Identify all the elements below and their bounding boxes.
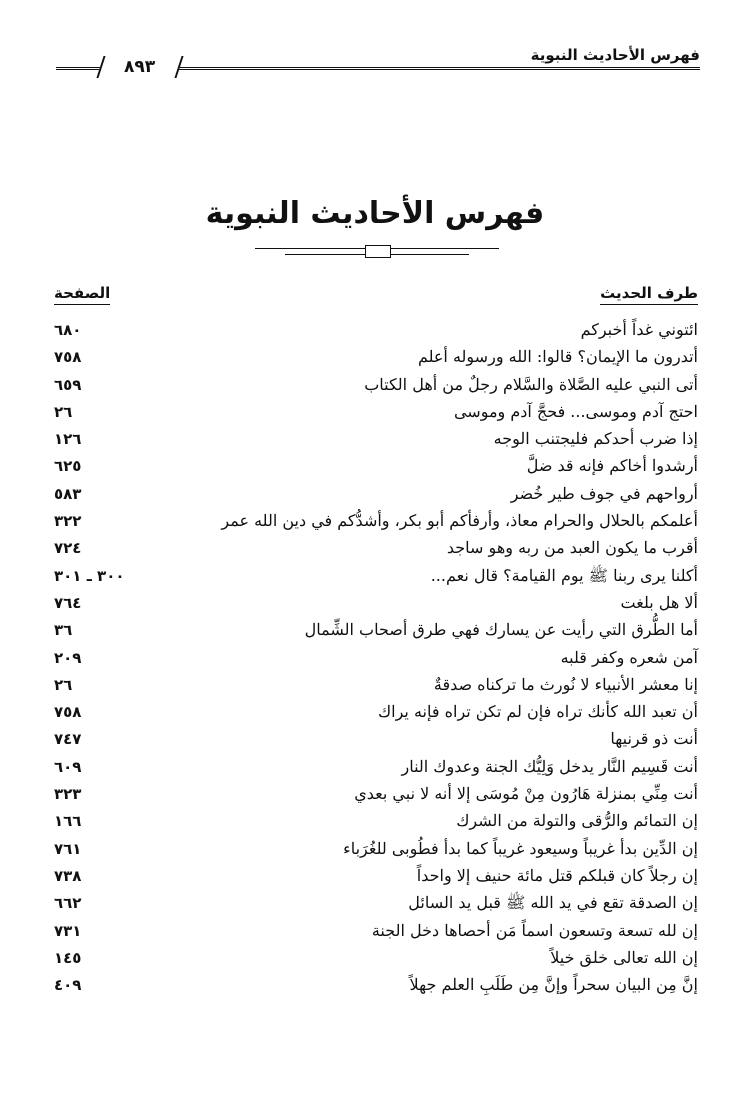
list-item	[0, 891, 750, 918]
list-item	[0, 454, 750, 481]
list-item	[0, 400, 750, 427]
hadith-text: أن تعبد الله كأنك تراه فإن لم تكن تراه فإنه يراك	[377, 702, 698, 722]
hadith-text: ألا هل بلغت	[620, 592, 698, 612]
hadith-text: أعلمكم بالحلال والحرام معاذ، وأرفأكم أبو بكر، وأشدُّكم في دين الله عمر	[221, 511, 698, 531]
page-ref: ٢٠٩	[54, 648, 82, 667]
page-ref: ٣٢٢	[54, 512, 82, 531]
page-ref: ٤٠٩	[54, 976, 82, 995]
list-item	[0, 318, 750, 345]
page-ref: ٧٤٧	[54, 730, 82, 749]
page-ref: ١٢٦	[54, 430, 82, 449]
column-header-underline	[54, 304, 110, 305]
title-ornament	[255, 244, 499, 260]
list-item	[0, 509, 750, 536]
index-list	[0, 318, 750, 1000]
column-header-page-label: الصفحة	[54, 284, 111, 302]
hadith-text: أكلنا يرى ربنا ﷺ يوم القيامة؟ قال نعم...	[430, 565, 698, 585]
list-item	[0, 700, 750, 727]
page-ref: ٧٣١	[54, 921, 82, 940]
page-number-frame	[96, 56, 183, 78]
column-header-underline	[600, 304, 698, 305]
page-title: فهرس الأحاديث النبوية	[205, 196, 545, 231]
hadith-text: آمن شعره وكفر قلبه	[560, 647, 698, 667]
page-ref: ٧٥٨	[54, 703, 82, 722]
page-ref: ٢٦	[54, 675, 73, 694]
page-ref: ٦٦٢	[54, 894, 82, 913]
list-item	[0, 646, 750, 673]
list-item	[0, 919, 750, 946]
list-item	[0, 782, 750, 809]
hadith-text: أرواحهم في جوف طير خُضر	[510, 483, 698, 503]
list-item	[0, 727, 750, 754]
page-ref: ١٦٦	[54, 812, 82, 831]
list-item	[0, 809, 750, 836]
page-ref: ٣٠٠ ـ ٣٠١	[54, 566, 125, 585]
page-ref: ٧٥٨	[54, 348, 82, 367]
list-item	[0, 973, 750, 1000]
page-ref: ٦٨٠	[54, 321, 82, 339]
column-header-hadith-label: طرف الحديث	[600, 284, 698, 302]
hadith-text: إن رجلاً كان قبلكم قتل مائة حنيف إلا واحداً	[416, 865, 698, 885]
hadith-text: أتى النبي عليه الصَّلاة والسَّلام رجلٌ من أهل الكتاب	[364, 374, 698, 394]
hadith-text: إن التمائم والرُّقى والتولة من الشرك	[456, 811, 698, 831]
page-ref: ٥٨٣	[54, 484, 82, 503]
page-ref: ٧٣٨	[54, 866, 82, 885]
hadith-text: إن الصدقة تقع في يد الله ﷺ قبل يد السائل	[408, 893, 698, 913]
hadith-text: أتدرون ما الإيمان؟ قالوا: الله ورسوله أعلم	[417, 347, 698, 367]
hadith-text: إن الله تعالى خلق خيلاً	[550, 947, 698, 967]
hadith-text: أنت ذو قرنيها	[610, 729, 698, 749]
page-ref: ٧٦١	[54, 839, 82, 858]
page-ref: ٦٠٩	[54, 757, 82, 776]
hadith-text: إنا معشر الأنبياء لا نُورث ما تركناه صدقةٌ	[433, 674, 698, 694]
hadith-text: أرشدوا أخاكم فإنه قد ضلَّ	[526, 456, 698, 476]
hadith-text: إن الدِّين بدأ غريباً وسيعود غريباً كما بدأ فطُوبى للغُرَباء	[343, 838, 698, 858]
page-ref: ٧٢٤	[54, 539, 82, 558]
page-ref: ٦٢٥	[54, 457, 82, 476]
list-item	[0, 618, 750, 645]
list-item	[0, 482, 750, 509]
running-title: فهرس الأحاديث النبوية	[530, 46, 700, 64]
hadith-text: احتج آدم وموسى... فحجَّ آدم وموسى	[453, 401, 698, 421]
hadith-text: إن لله تسعة وتسعون اسماً مَن أحصاها دخل الجنة	[371, 920, 698, 940]
page-ref: ٣٦	[54, 621, 73, 640]
list-item	[0, 755, 750, 782]
hadith-text: أقرب ما يكون العبد من ربه وهو ساجد	[446, 538, 698, 558]
list-item	[0, 673, 750, 700]
list-item	[0, 591, 750, 618]
hadith-text: إذا ضرب أحدكم فليجتنب الوجه	[493, 429, 698, 449]
list-item	[0, 536, 750, 563]
column-header-page	[54, 284, 110, 305]
hadith-text: أنت مِنِّي بمنزلة هَارُون مِنْ مُوسَى إلا أنه لا نبي بعدي	[354, 784, 698, 804]
hadith-text: ائتوني غداً أخبركم	[580, 320, 698, 339]
page-ref: ٣٢٣	[54, 785, 82, 804]
list-item	[0, 946, 750, 973]
page-ref: ٢٦	[54, 402, 73, 421]
page-header	[56, 44, 700, 84]
list-item	[0, 373, 750, 400]
column-header-hadith	[600, 284, 698, 305]
page-number: ٨٩٣	[124, 57, 156, 77]
page-ref: ٦٥٩	[54, 375, 82, 394]
hadith-text: أما الطُّرق التي رأيت عن يسارك فهي طرق أصحاب الشِّمال	[304, 620, 698, 640]
list-item	[0, 564, 750, 591]
hadith-text: أنت قَسِيم النَّار يدخل وَلِيُّك الجنة وعدوك النار	[401, 756, 698, 776]
hadith-text: إنَّ مِن البيان سحراً وإنَّ مِن طَلَبِ العلم جهلاً	[409, 975, 698, 995]
list-item	[0, 837, 750, 864]
list-item	[0, 864, 750, 891]
list-item	[0, 345, 750, 372]
page-ref: ١٤٥	[54, 948, 82, 967]
page-ref: ٧٦٤	[54, 593, 82, 612]
list-item	[0, 427, 750, 454]
